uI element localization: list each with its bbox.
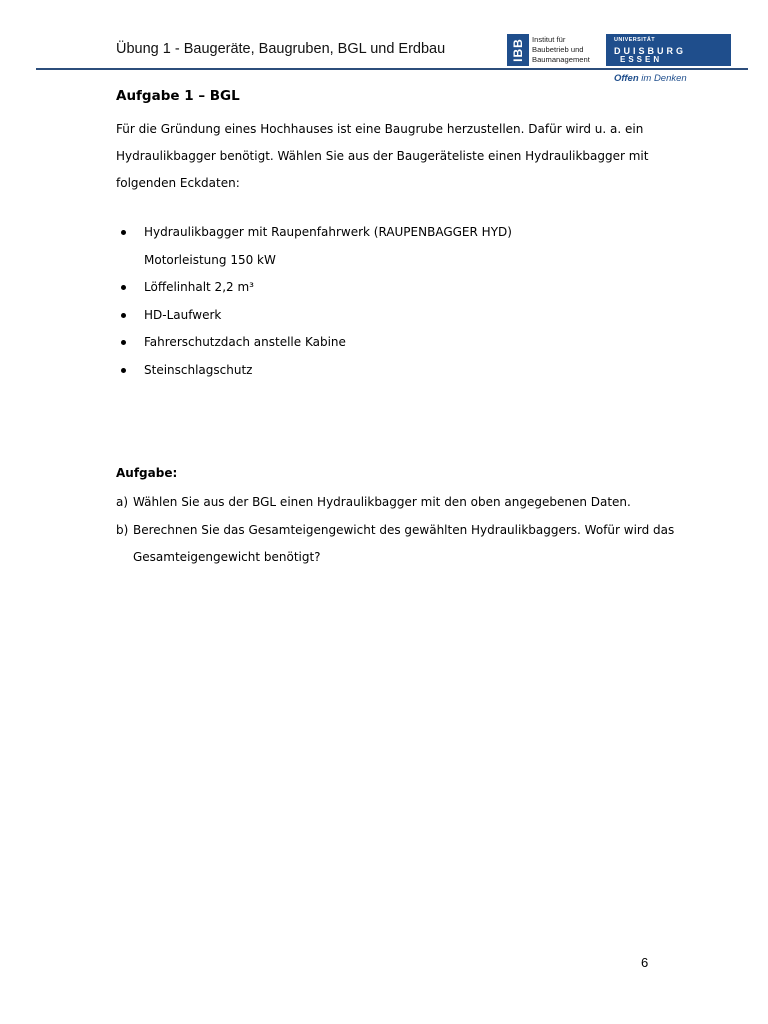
- ibb-logo-mark: IBB: [507, 34, 529, 66]
- bullet-icon: [121, 285, 126, 290]
- excavator-requirements-list: [116, 219, 676, 384]
- list-item: Fahrerschutzdach anstelle Kabine: [116, 329, 676, 357]
- header-divider: [36, 68, 748, 70]
- bullet-icon: [121, 313, 126, 318]
- intro-line: Für die Gründung eines Hochhauses ist eine Baugrube herzustellen. Dafür wird u. a. ein: [116, 122, 644, 136]
- list-item: HD-Laufwerk: [116, 302, 676, 330]
- bullet-icon: [121, 368, 126, 373]
- university-logo: UNIVERSITÄT DUISBURG ESSEN: [606, 34, 731, 66]
- subtasks-list: [116, 489, 696, 572]
- subtask-letter: a): [116, 495, 129, 509]
- document-header-title: Übung 1 - Baugeräte, Baugruben, BGL und Erdbau: [116, 41, 446, 57]
- list-item: Steinschlagschutz: [116, 357, 676, 385]
- subtasks-heading: Aufgabe:: [116, 466, 178, 480]
- ibb-logo-text: Institut für Baubetrieb und Baumanagement: [532, 35, 590, 64]
- subtask-b: b) Berechnen Sie das Gesamteigengewicht des gewählten Hydraulikbaggers. Wofür wird das Gesamteigengewicht benötigt?: [116, 517, 696, 572]
- intro-line: folgenden Eckdaten:: [116, 176, 240, 190]
- page-number: 6: [641, 955, 649, 970]
- list-item: Löffelinhalt 2,2 m³: [116, 274, 676, 302]
- bullet-icon: [121, 340, 126, 345]
- subtask-letter: b): [116, 522, 129, 537]
- university-slogan: Offen im Denken: [614, 73, 687, 84]
- ibb-logo: [507, 34, 590, 66]
- bullet-icon: [121, 230, 126, 235]
- intro-line: Hydraulikbagger benötigt. Wählen Sie aus der Baugeräteliste einen Hydraulikbagger mit: [116, 149, 649, 163]
- subtask-a: a) Wählen Sie aus der BGL einen Hydraulikbagger mit den oben angegebenen Daten.: [116, 489, 696, 517]
- list-item: Hydraulikbagger mit Raupenfahrwerk (RAUPENBAGGER HYD) Motorleistung 150 kW: [116, 219, 676, 274]
- task-intro: [116, 116, 676, 197]
- task-title: Aufgabe 1 – BGL: [116, 88, 240, 104]
